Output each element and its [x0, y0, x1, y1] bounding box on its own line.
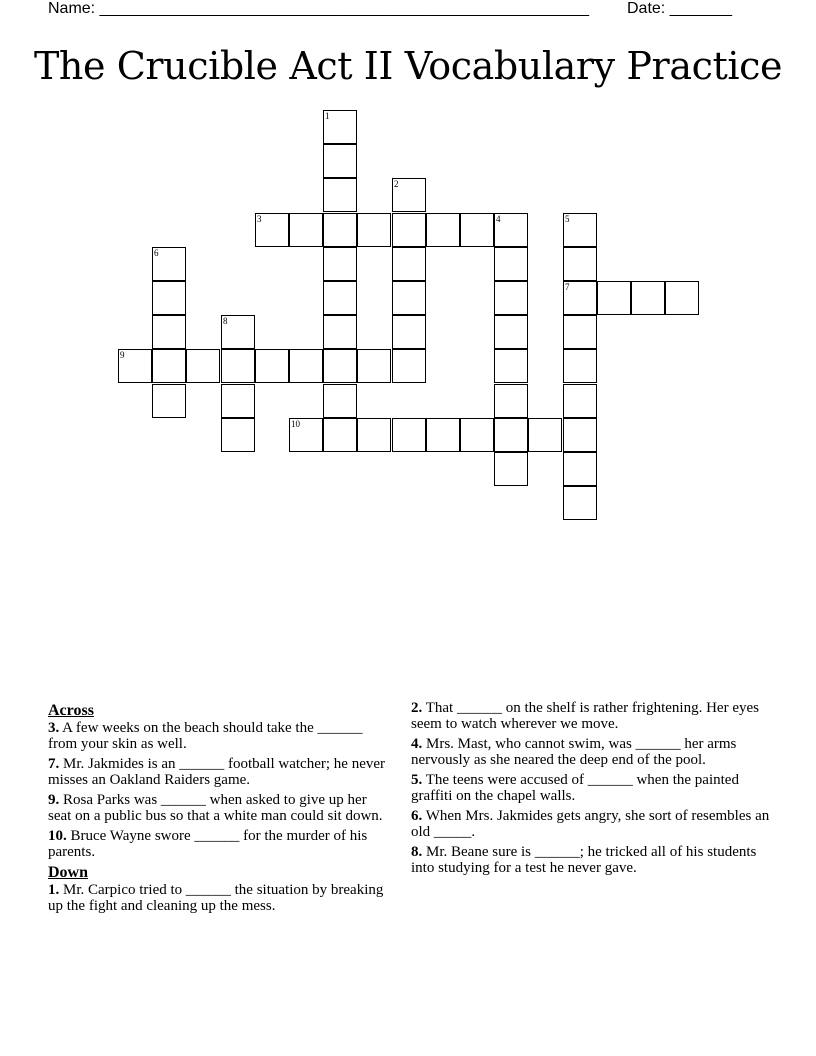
grid-cell[interactable] [152, 247, 186, 281]
clue-number: 3. [48, 720, 60, 736]
clue-down-8 [411, 844, 773, 876]
clue-across-9 [48, 792, 393, 824]
grid-cell[interactable] [392, 349, 426, 383]
grid-cell[interactable] [289, 213, 323, 247]
grid-cell[interactable] [563, 213, 597, 247]
grid-cell[interactable] [357, 418, 391, 452]
clue-text: The teens were accused of ______ when the painted graffiti on the chapel walls. [411, 772, 739, 804]
grid-cell[interactable] [221, 418, 255, 452]
grid-cell[interactable] [494, 213, 528, 247]
grid-cell-number: 1 [325, 111, 330, 121]
clue-text: Mr. Jakmides is an ______ football watcher; he never misses an Oakland Raiders game. [48, 756, 386, 788]
clue-number: 8. [411, 844, 423, 860]
grid-cell[interactable] [152, 384, 186, 418]
grid-cell[interactable] [392, 247, 426, 281]
clue-number: 7. [48, 756, 60, 772]
grid-cell[interactable] [323, 384, 357, 418]
page-title: The Crucible Act II Vocabulary Practice [33, 44, 783, 88]
grid-cell[interactable] [289, 418, 323, 452]
grid-cell[interactable] [528, 418, 562, 452]
grid-cell[interactable] [494, 281, 528, 315]
clue-across-7 [48, 756, 393, 788]
grid-cell[interactable] [494, 349, 528, 383]
grid-cell[interactable] [323, 247, 357, 281]
grid-cell[interactable] [152, 349, 186, 383]
grid-cell[interactable] [563, 418, 597, 452]
grid-cell[interactable] [563, 315, 597, 349]
grid-cell[interactable] [494, 247, 528, 281]
grid-cell[interactable] [563, 349, 597, 383]
across-heading: Across [48, 702, 94, 719]
grid-cell[interactable] [255, 349, 289, 383]
grid-cell[interactable] [221, 349, 255, 383]
grid-cell-number: 8 [223, 316, 228, 326]
grid-cell[interactable] [323, 178, 357, 212]
grid-cell[interactable] [255, 213, 289, 247]
grid-cell[interactable] [323, 418, 357, 452]
grid-cell[interactable] [323, 110, 357, 144]
grid-cell[interactable] [597, 281, 631, 315]
clues-left-column [48, 700, 393, 918]
clue-text: Rosa Parks was ______ when asked to give up her seat on a public bus so that a white man could sit down. [48, 792, 383, 824]
grid-cell-number: 2 [394, 179, 399, 189]
grid-cell[interactable] [221, 315, 255, 349]
clue-across-3 [48, 720, 393, 752]
grid-cell[interactable] [563, 452, 597, 486]
grid-cell[interactable] [186, 349, 220, 383]
clue-text: When Mrs. Jakmides gets angry, she sort of resembles an old _____. [411, 808, 770, 840]
date-field-label: Date: _______ [627, 0, 732, 17]
clue-text: Mr. Beane sure is ______; he tricked all of his students into studying for a test he never gave. [411, 844, 757, 876]
down-heading: Down [48, 864, 89, 881]
grid-cell[interactable] [357, 213, 391, 247]
grid-cell[interactable] [323, 213, 357, 247]
name-field-label: Name: _______________________________________________________ [48, 0, 589, 17]
grid-cell[interactable] [357, 349, 391, 383]
grid-cell[interactable] [631, 281, 665, 315]
clue-text: Mrs. Mast, who cannot swim, was ______ her arms nervously as she neared the deep end of the pool. [411, 736, 737, 768]
grid-cell[interactable] [392, 315, 426, 349]
clue-across-10 [48, 828, 393, 860]
clue-number: 9. [48, 792, 60, 808]
grid-cell[interactable] [494, 452, 528, 486]
grid-cell-number: 4 [496, 214, 501, 224]
grid-cell[interactable] [118, 349, 152, 383]
clue-down-4 [411, 736, 773, 768]
grid-cell-number: 5 [565, 214, 570, 224]
clue-text: A few weeks on the beach should take the ______ from your skin as well. [48, 720, 363, 752]
clue-number: 2. [411, 700, 423, 716]
grid-cell[interactable] [221, 384, 255, 418]
clue-number: 5. [411, 772, 423, 788]
grid-cell[interactable] [323, 349, 357, 383]
clue-text: Bruce Wayne swore ______ for the murder of his parents. [48, 828, 368, 860]
grid-cell[interactable] [152, 281, 186, 315]
grid-cell[interactable] [392, 213, 426, 247]
grid-cell[interactable] [563, 247, 597, 281]
grid-cell-number: 9 [120, 350, 125, 360]
grid-cell[interactable] [494, 418, 528, 452]
clue-number: 10. [48, 828, 67, 844]
grid-cell[interactable] [460, 418, 494, 452]
grid-cell[interactable] [563, 281, 597, 315]
clue-text: Mr. Carpico tried to ______ the situation by breaking up the fight and cleaning up the mess. [48, 882, 384, 914]
grid-cell[interactable] [323, 315, 357, 349]
clue-down-5 [411, 772, 773, 804]
grid-cell[interactable] [323, 144, 357, 178]
clue-down-2 [411, 700, 773, 732]
clue-number: 1. [48, 882, 60, 898]
clue-text: That ______ on the shelf is rather frightening. Her eyes seem to watch wherever we move. [411, 700, 759, 732]
grid-cell[interactable] [563, 384, 597, 418]
grid-cell-number: 10 [291, 419, 300, 429]
grid-cell[interactable] [152, 315, 186, 349]
grid-cell[interactable] [323, 281, 357, 315]
grid-cell-number: 3 [257, 214, 262, 224]
clue-number: 6. [411, 808, 423, 824]
clues-right-column [411, 700, 773, 880]
grid-cell[interactable] [426, 418, 460, 452]
grid-cell[interactable] [665, 281, 699, 315]
grid-cell-number: 6 [154, 248, 159, 258]
clue-down-6 [411, 808, 773, 840]
grid-cell[interactable] [392, 418, 426, 452]
grid-cell[interactable] [494, 384, 528, 418]
clue-number: 4. [411, 736, 423, 752]
grid-cell[interactable] [289, 349, 323, 383]
grid-cell[interactable] [392, 281, 426, 315]
grid-cell[interactable] [392, 178, 426, 212]
grid-cell-number: 7 [565, 282, 570, 292]
clue-down-1 [48, 882, 393, 914]
grid-cell[interactable] [426, 213, 460, 247]
grid-cell[interactable] [460, 213, 494, 247]
grid-cell[interactable] [563, 486, 597, 520]
grid-cell[interactable] [494, 315, 528, 349]
